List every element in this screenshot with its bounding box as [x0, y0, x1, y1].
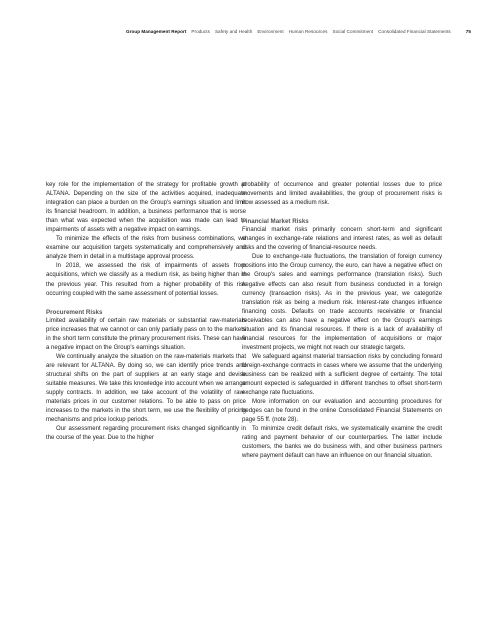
right-column [242, 181, 442, 461]
nav-environment[interactable]: Environment [257, 28, 284, 34]
paragraph: To minimize the effects of the risks from business combinations, we examine our acquisition targets systematically and comprehensively and analyze them in detail in a multistage approval process. [46, 236, 246, 261]
section-heading-procurement-risks: Procurement Risks [46, 308, 103, 316]
nav-human-resources[interactable]: Human Resources [288, 28, 328, 34]
paragraph: More information on our evaluation and accounting procedures for hedges can be found in the online Consolidated Financial Statements on page 55 ff. (note 28). [242, 399, 442, 424]
nav-consolidated-financial-statements[interactable]: Consolidated Financial Statements [378, 28, 451, 34]
section-heading-financial-market-risks: Financial Market Risks [242, 218, 309, 226]
paragraph: In 2018, we assessed the risk of impairments of assets from acquisitions, which we classify as a medium risk, as being higher than in the previous year. This resulted from a higher probability of this risk occurring coupled with the same assessment of potential losses. [46, 263, 246, 297]
nav-safety-and-health[interactable]: Safety and Health [214, 28, 253, 34]
paragraph: Financial market risks primarily concern short-term and significant changes in exchange-rate relations and interest rates, as well as default risks and the covering of financial-resource needs. [242, 227, 442, 252]
paragraph: probability of occurrence and greater potential losses due to price movements and limited availabilities, the group of procurement risks is now assessed as a medium risk. [242, 182, 442, 207]
paragraph: key role for the implementation of the strategy for profitable growth at ALTANA. Depending on the size of the activities acquired, inadequate integration can place a burden on the Group's earnings situation and limit its financial headroom. In addition, a business performance that is worse than what was expected when the acquisition was made can lead to impairments of assets with a negative impact on earnings. [46, 182, 246, 234]
paragraph: We safeguard against material transaction risks by concluding forward foreign-exchange contracts in cases where we assume that the underlying business can be realized with a sufficient degree of certainty. The total amount expected is safeguarded in different tranches to offset short-term exchange rate fluctuations. [242, 353, 442, 397]
paragraph: We continually analyze the situation on the raw-materials markets that are relevant for ALTANA. By doing so, we can identify price trends and structural shifts on the part of suppliers at an early stage and devise suitable measures. We take this knowledge into account when we arrange supply contracts. In addition, we take account of the volatility of raw-materials prices in our customer relations. To be able to pass on price increases to the markets in the short term, we use the flexibility of pricing mechanisms and price lockup periods. [46, 353, 246, 424]
paragraph: Due to exchange-rate fluctuations, the translation of foreign currency positions into the Group currency, the euro, can have a negative effect on the Group's sales and earnings performance (translation risks). Such negative effects can also result from business conducted in a foreign currency (transaction risks). As in the previous year, we categorize translation risk as being a medium risk. Interest-rate changes influence financing costs. Defaults on trade accounts receivable or financial receivables can also have a negative effect on the Group's earnings situation and its financial resources. If there is a lack of availability of financial resources for the implementation of acquisitions or major investment projects, we might not reach our strategic targets. [242, 254, 442, 351]
paragraph: Limited availability of certain raw materials or substantial raw-materials price increases that we cannot or can only partially pass on to the markets in the short term constitute the primary procurement risks. These can have a negative impact on the Group's earnings situation. [46, 317, 246, 351]
paragraph: Our assessment regarding procurement risks changed significantly in the course of the year. Due to the higher [46, 426, 246, 442]
page-number: 75 [465, 28, 471, 34]
nav-social-commitment[interactable]: Social Commitment [332, 28, 374, 34]
top-navigation [60, 26, 471, 36]
spacer [242, 208, 442, 217]
spacer [46, 299, 246, 308]
nav-group-management-report[interactable]: Group Management Report [126, 28, 187, 34]
nav-products[interactable]: Products [191, 28, 210, 34]
paragraph: To minimize credit default risks, we systematically examine the credit rating and payment behavior of our counterparties. The latter include customers, the banks we do business with, and other business partners where payment default can have an influence on our financial situation. [242, 426, 442, 460]
left-column [46, 181, 246, 443]
